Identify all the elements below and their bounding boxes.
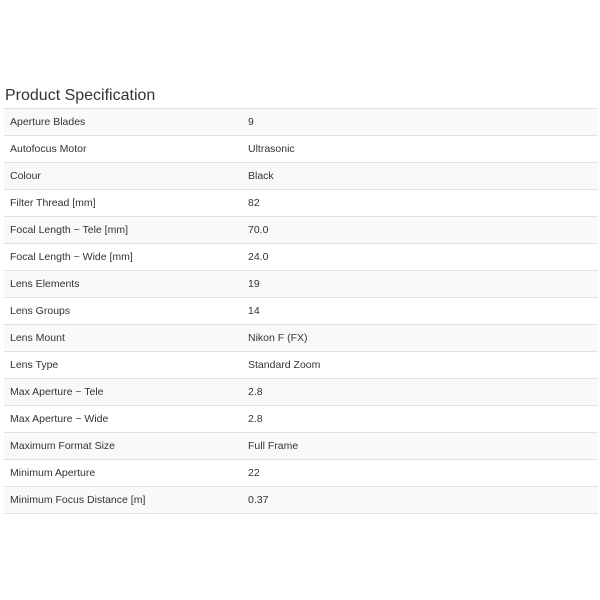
spec-label: Filter Thread [mm] bbox=[4, 190, 247, 217]
spec-label: Lens Elements bbox=[4, 271, 247, 298]
spec-value: 0.37 bbox=[247, 487, 598, 514]
spec-label: Aperture Blades bbox=[4, 109, 247, 136]
table-row bbox=[4, 406, 598, 433]
spec-value: 2.8 bbox=[247, 379, 598, 406]
spec-label: Lens Groups bbox=[4, 298, 247, 325]
table-row bbox=[4, 433, 598, 460]
spec-label: Minimum Aperture bbox=[4, 460, 247, 487]
table-row bbox=[4, 217, 598, 244]
table-row bbox=[4, 271, 598, 298]
spec-value: 19 bbox=[247, 271, 598, 298]
specification-table bbox=[4, 108, 598, 514]
spec-value: 24.0 bbox=[247, 244, 598, 271]
spec-label: Focal Length ~ Wide [mm] bbox=[4, 244, 247, 271]
spec-value: 70.0 bbox=[247, 217, 598, 244]
spec-value: 9 bbox=[247, 109, 598, 136]
table-row bbox=[4, 379, 598, 406]
section-title: Product Specification bbox=[5, 87, 156, 104]
spec-value: Standard Zoom bbox=[247, 352, 598, 379]
table-row bbox=[4, 352, 598, 379]
spec-label: Maximum Format Size bbox=[4, 433, 247, 460]
table-row bbox=[4, 487, 598, 514]
spec-label: Minimum Focus Distance [m] bbox=[4, 487, 247, 514]
table-row bbox=[4, 325, 598, 352]
spec-value: Black bbox=[247, 163, 598, 190]
spec-label: Lens Type bbox=[4, 352, 247, 379]
spec-label: Max Aperture ~ Wide bbox=[4, 406, 247, 433]
spec-value: Full Frame bbox=[247, 433, 598, 460]
spec-label: Lens Mount bbox=[4, 325, 247, 352]
spec-label: Autofocus Motor bbox=[4, 136, 247, 163]
table-row bbox=[4, 163, 598, 190]
table-row bbox=[4, 136, 598, 163]
spec-value: 14 bbox=[247, 298, 598, 325]
table-row bbox=[4, 244, 598, 271]
spec-value: 2.8 bbox=[247, 406, 598, 433]
table-row bbox=[4, 109, 598, 136]
spec-label: Colour bbox=[4, 163, 247, 190]
product-specification-section bbox=[4, 84, 598, 514]
spec-value: Ultrasonic bbox=[247, 136, 598, 163]
table-row bbox=[4, 298, 598, 325]
spec-value: 22 bbox=[247, 460, 598, 487]
spec-value: 82 bbox=[247, 190, 598, 217]
table-row bbox=[4, 190, 598, 217]
spec-label: Focal Length ~ Tele [mm] bbox=[4, 217, 247, 244]
spec-value: Nikon F (FX) bbox=[247, 325, 598, 352]
table-row bbox=[4, 460, 598, 487]
spec-label: Max Aperture ~ Tele bbox=[4, 379, 247, 406]
